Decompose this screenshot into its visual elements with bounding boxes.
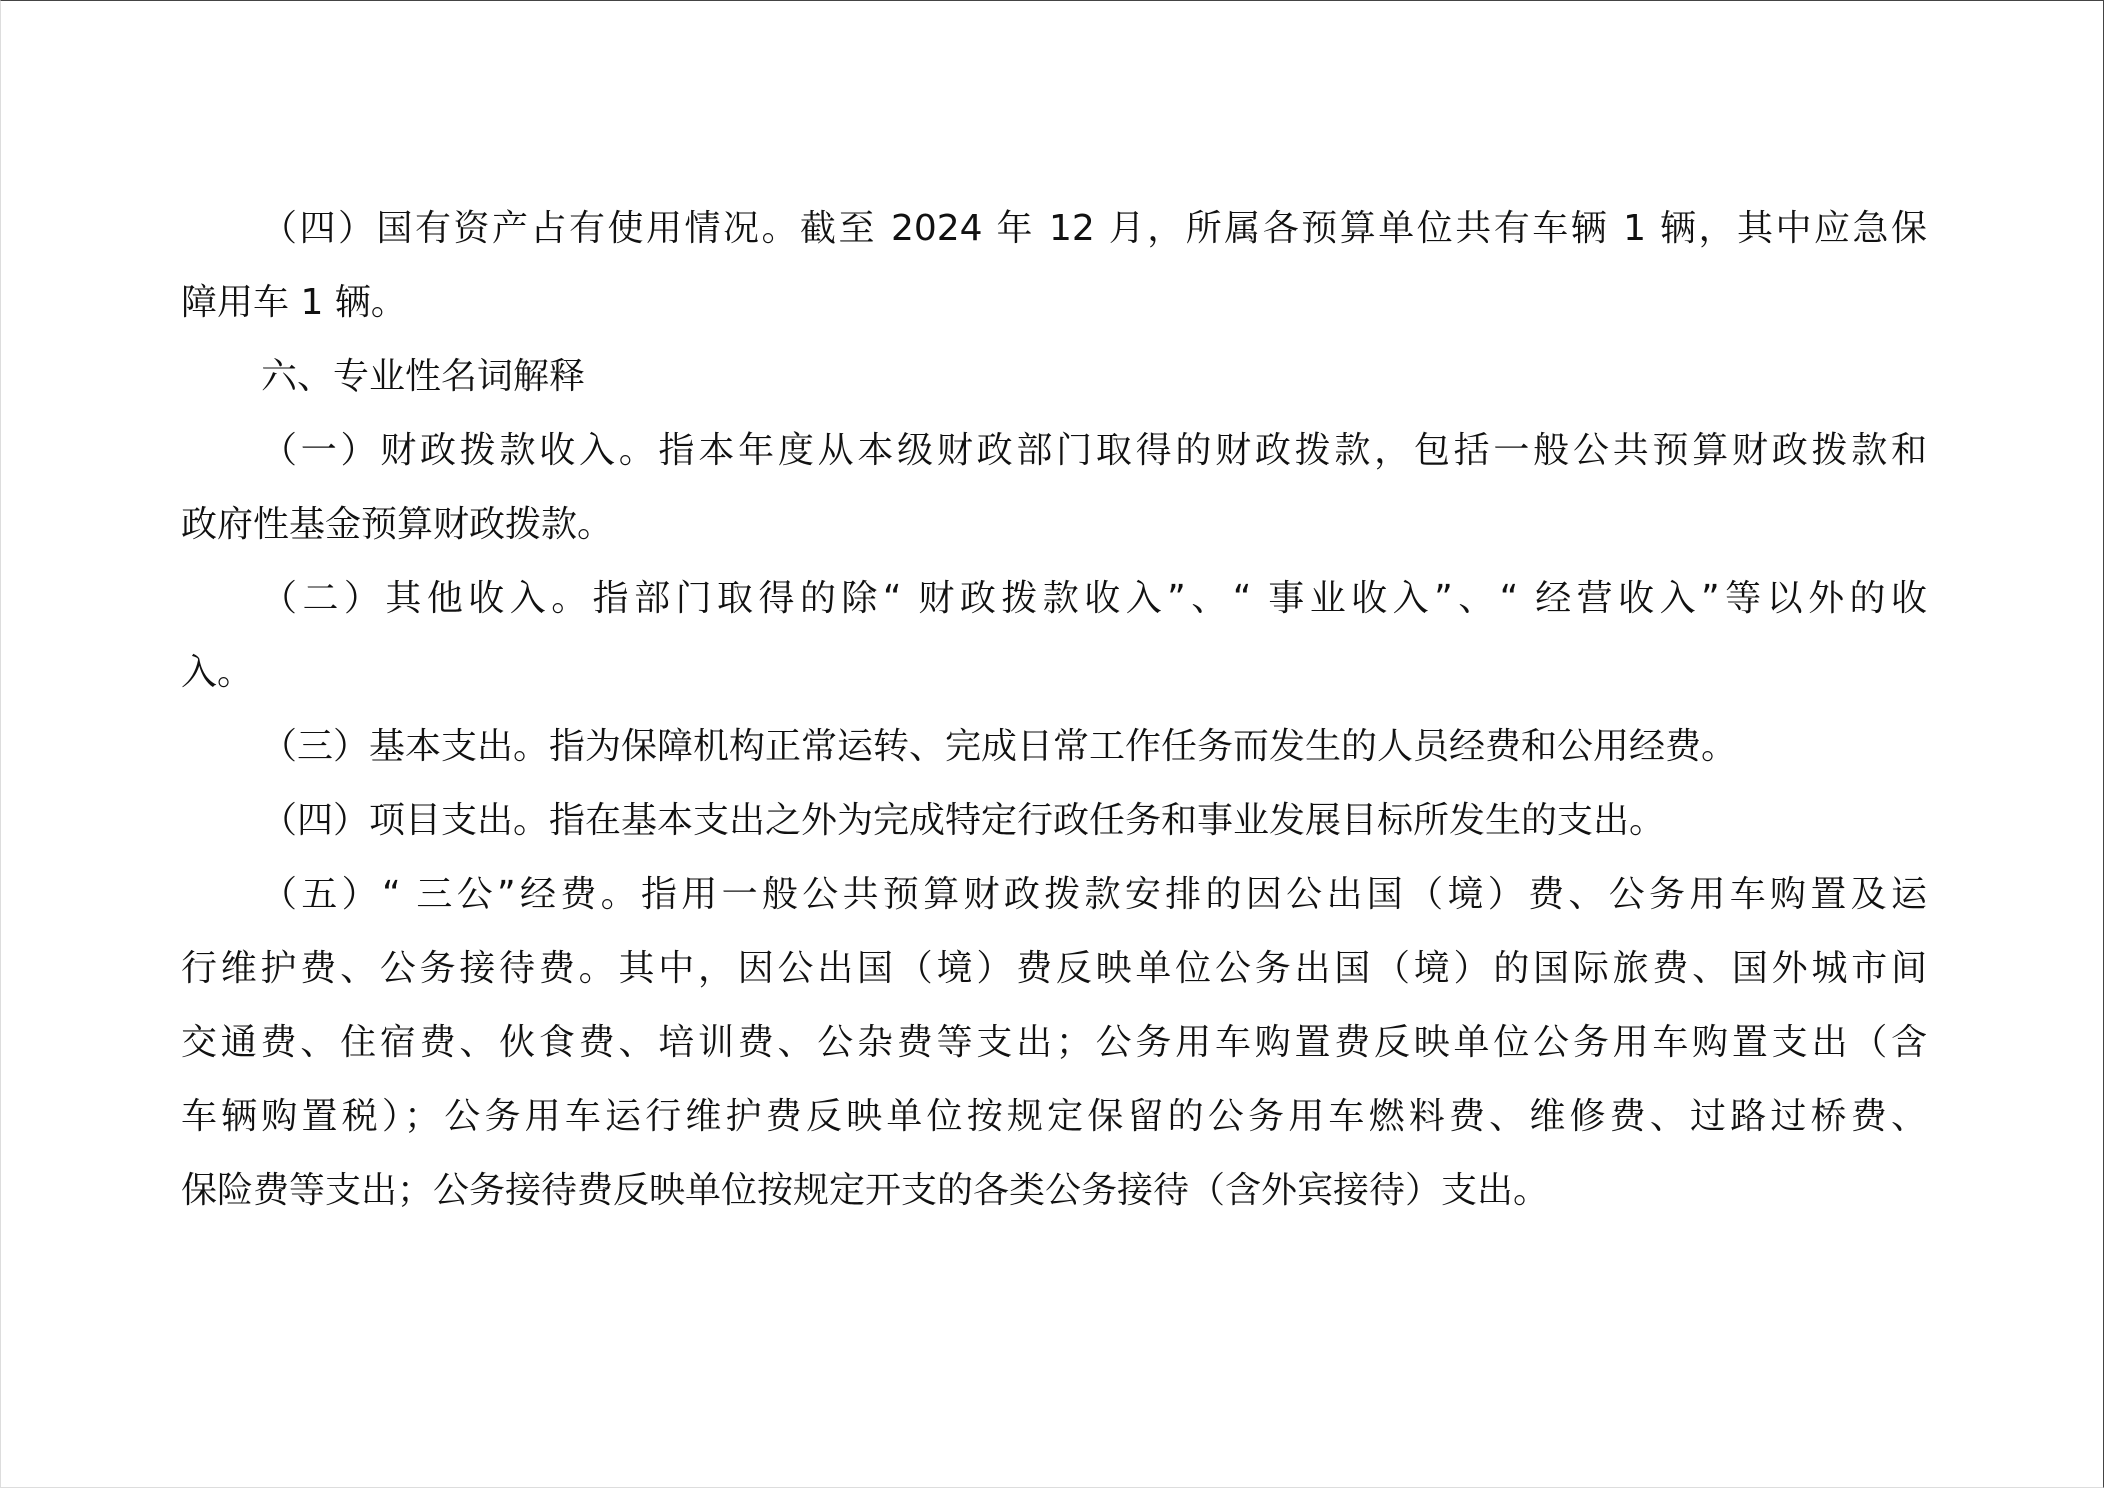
paragraph-state-assets-line-1: （四）国有资产占有使用情况。截至 2024 年 12 月，所属各预算单位共有车辆 1 辆，其中应急保 [261,208,1927,249]
paragraph-three-public-line-1: （五）“ 三公”经费。指用一般公共预算财政拨款安排的因公出国（境）费、公务用车购置及运 [261,874,1927,915]
paragraph-fiscal-appropriation-line-2: 政府性基金预算财政拨款。 [181,504,614,545]
paragraph-other-income-line-2: 入。 [181,652,254,693]
paragraph-fiscal-appropriation-line-1: （一）财政拨款收入。指本年度从本级财政部门取得的财政拨款，包括一般公共预算财政拨款和 [261,430,1927,471]
paragraph-three-public-line-3: 交通费、住宿费、伙食费、培训费、公杂费等支出；公务用车购置费反映单位公务用车购置支出（含 [181,1022,1927,1063]
paragraph-project-expenditure: （四）项目支出。指在基本支出之外为完成特定行政任务和事业发展目标所发生的支出。 [261,800,1666,841]
document-body [181,192,1927,1228]
paragraph-three-public-line-4: 车辆购置税）；公务用车运行维护费反映单位按规定保留的公务用车燃料费、维修费、过路过桥费、 [181,1096,1927,1137]
section-heading-terminology: 六、专业性名词解释 [261,356,586,397]
paragraph-three-public-line-5: 保险费等支出；公务接待费反映单位按规定开支的各类公务接待（含外宾接待）支出。 [181,1170,1550,1211]
paragraph-state-assets-line-2: 障用车 1 辆。 [181,282,407,323]
paragraph-other-income-line-1: （二）其他收入。指部门取得的除“ 财政拨款收入”、“ 事业收入”、“ 经营收入”等以外的收 [261,578,1927,619]
paragraph-three-public-line-2: 行维护费、公务接待费。其中，因公出国（境）费反映单位公务出国（境）的国际旅费、国外城市间 [181,948,1927,989]
paragraph-basic-expenditure: （三）基本支出。指为保障机构正常运转、完成日常工作任务而发生的人员经费和公用经费。 [261,726,1738,767]
